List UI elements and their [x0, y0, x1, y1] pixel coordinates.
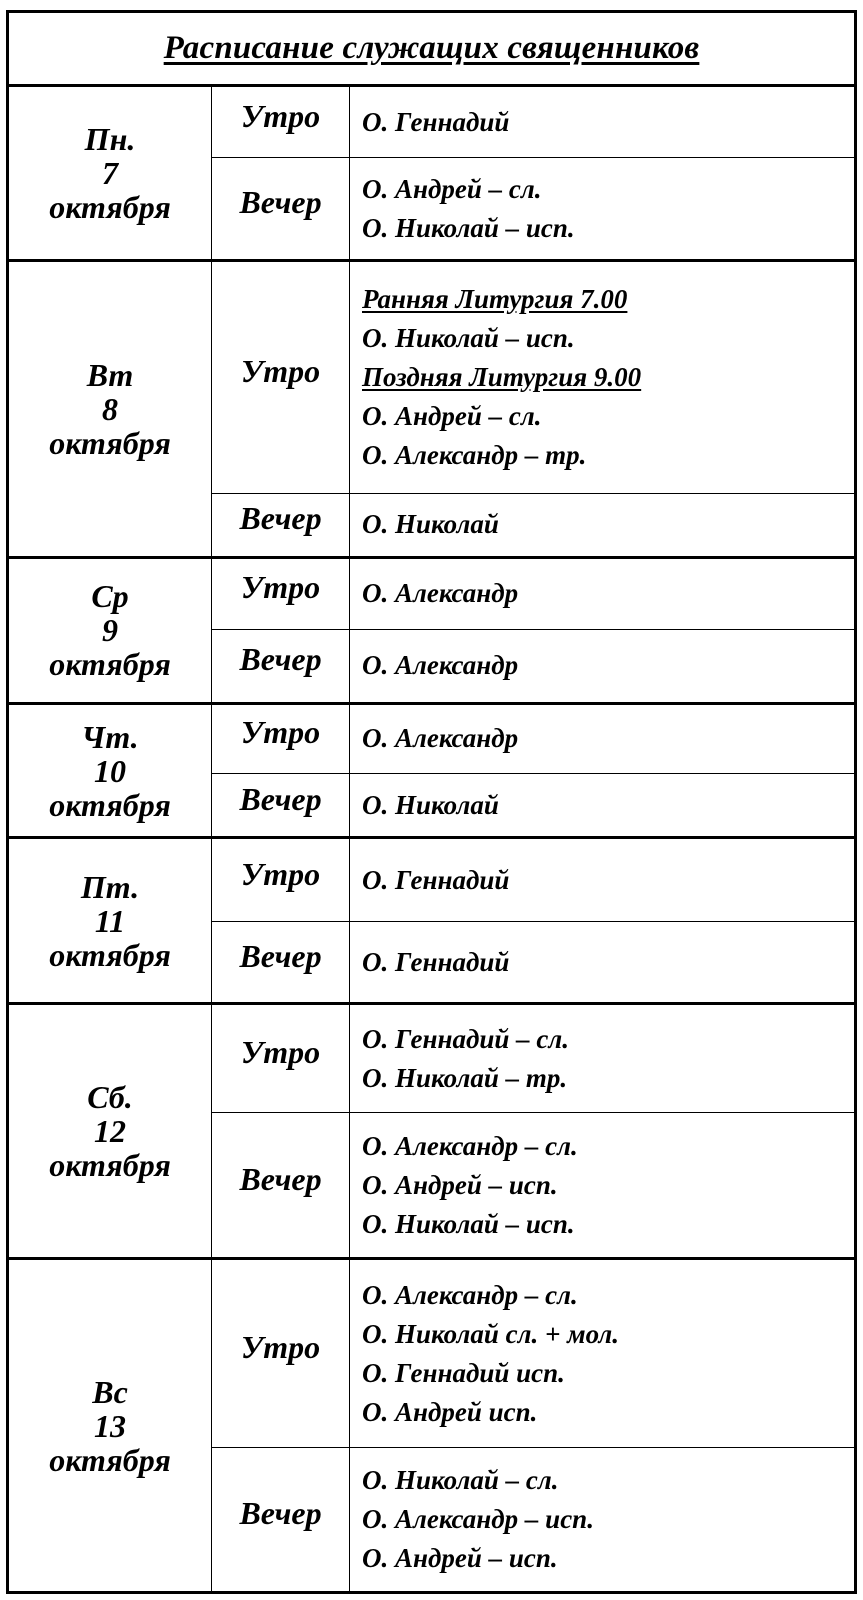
period-cell	[212, 1447, 350, 1592]
clergy-line: О. Геннадий	[362, 106, 510, 137]
period-cell	[212, 86, 350, 158]
clergy-line: О. Геннадий – сл.	[362, 1023, 569, 1054]
clergy-cell	[350, 1004, 856, 1113]
period-label: Утро	[240, 1034, 321, 1071]
period-cell	[212, 921, 350, 1003]
period-cell	[212, 261, 350, 494]
clergy-cell	[350, 1259, 856, 1447]
period-cell	[212, 1004, 350, 1113]
period-label: Утро	[240, 1329, 321, 1366]
clergy-line: О. Александр – тр.	[362, 439, 587, 470]
clergy-line: О. Геннадий исп.	[362, 1357, 565, 1388]
day-name: Вт	[86, 356, 134, 393]
clergy-cell	[350, 629, 856, 703]
clergy-line: О. Николай – сл.	[362, 1464, 559, 1495]
day-cell	[8, 261, 212, 557]
clergy-line: О. Александр	[362, 650, 519, 681]
day-name: Вс	[92, 1373, 128, 1410]
day-cell	[8, 703, 212, 838]
day-cell	[8, 86, 212, 261]
clergy-line: О. Николай – исп.	[362, 212, 575, 243]
period-label: Утро	[240, 569, 321, 606]
clergy-cell	[350, 261, 856, 494]
day-name: Сб.	[87, 1079, 133, 1116]
day-number: 12	[94, 1113, 126, 1150]
clergy-line: О. Николай – исп.	[362, 1208, 575, 1239]
clergy-line: О. Александр – сл.	[362, 1130, 578, 1161]
period-label: Утро	[240, 714, 321, 751]
clergy-line: О. Геннадий	[362, 864, 510, 895]
clergy-line: О. Андрей исп.	[362, 1396, 538, 1427]
clergy-line: О. Геннадий	[362, 946, 510, 977]
clergy-line: О. Андрей – исп.	[362, 1169, 558, 1200]
clergy-line: О. Николай	[362, 509, 499, 540]
day-name: Пт.	[80, 868, 140, 905]
period-cell	[212, 1259, 350, 1447]
clergy-cell	[350, 1447, 856, 1592]
period-label: Вечер	[239, 1160, 322, 1197]
clergy-line: О. Андрей – исп.	[362, 1542, 558, 1573]
day-number: 9	[102, 612, 118, 649]
day-month: октября	[49, 786, 171, 823]
period-cell	[212, 629, 350, 703]
period-cell	[212, 703, 350, 773]
schedule-title: Расписание служащих священников	[8, 12, 856, 86]
clergy-cell	[350, 493, 856, 557]
period-label: Утро	[240, 855, 321, 892]
period-cell	[212, 1113, 350, 1259]
day-month: октября	[49, 424, 171, 461]
day-month: октября	[49, 936, 171, 973]
clergy-line: О. Андрей – сл.	[362, 173, 542, 204]
day-name: Чт.	[81, 718, 139, 755]
clergy-cell	[350, 921, 856, 1003]
day-month: октября	[49, 1441, 171, 1478]
schedule-row	[8, 838, 856, 921]
period-label: Вечер	[239, 184, 322, 221]
day-month: октября	[49, 646, 171, 683]
day-number: 13	[94, 1407, 126, 1444]
day-cell	[8, 1259, 212, 1593]
clergy-line: О. Николай – тр.	[362, 1062, 568, 1093]
title-row	[8, 12, 856, 86]
day-month: октября	[49, 189, 171, 226]
day-number: 7	[102, 155, 118, 192]
clergy-line: О. Александр	[362, 578, 519, 609]
period-cell	[212, 158, 350, 261]
clergy-line: О. Андрей – сл.	[362, 400, 542, 431]
period-label: Вечер	[239, 780, 322, 817]
day-number: 10	[94, 752, 126, 789]
period-label: Вечер	[239, 1494, 322, 1531]
day-month: октября	[49, 1147, 171, 1184]
day-name: Ср	[91, 578, 129, 615]
clergy-cell	[350, 86, 856, 158]
period-label: Вечер	[239, 641, 322, 678]
liturgy-heading: Поздняя Литургия 9.00	[362, 361, 642, 392]
schedule-row	[8, 557, 856, 629]
period-cell	[212, 493, 350, 557]
day-number: 8	[102, 390, 118, 427]
day-cell	[8, 838, 212, 1004]
period-cell	[212, 773, 350, 838]
clergy-line: О. Николай	[362, 789, 499, 820]
clergy-cell	[350, 838, 856, 921]
period-label: Утро	[240, 352, 321, 389]
schedule-row	[8, 261, 856, 494]
clergy-cell	[350, 773, 856, 838]
day-number: 11	[94, 902, 126, 939]
liturgy-heading: Ранняя Литургия 7.00	[362, 283, 628, 314]
day-cell	[8, 1004, 212, 1259]
clergy-line: О. Александр – исп.	[362, 1503, 594, 1534]
clergy-line: О. Александр	[362, 723, 519, 754]
clergy-cell	[350, 1113, 856, 1259]
schedule-body	[8, 12, 856, 1593]
period-label: Вечер	[239, 500, 322, 537]
schedule-row	[8, 703, 856, 773]
clergy-cell	[350, 158, 856, 261]
clergy-line: О. Александр – сл.	[362, 1279, 578, 1310]
schedule-table	[6, 10, 857, 1594]
period-label: Утро	[240, 97, 321, 134]
schedule-row	[8, 86, 856, 158]
day-name: Пн.	[84, 121, 136, 158]
period-cell	[212, 838, 350, 921]
day-cell	[8, 557, 212, 703]
schedule-row	[8, 1259, 856, 1447]
schedule-row	[8, 1004, 856, 1113]
clergy-line: О. Николай – исп.	[362, 322, 575, 353]
clergy-line: О. Николай сл. + мол.	[362, 1318, 620, 1349]
period-cell	[212, 557, 350, 629]
clergy-cell	[350, 557, 856, 629]
period-label: Вечер	[239, 937, 322, 974]
clergy-cell	[350, 703, 856, 773]
